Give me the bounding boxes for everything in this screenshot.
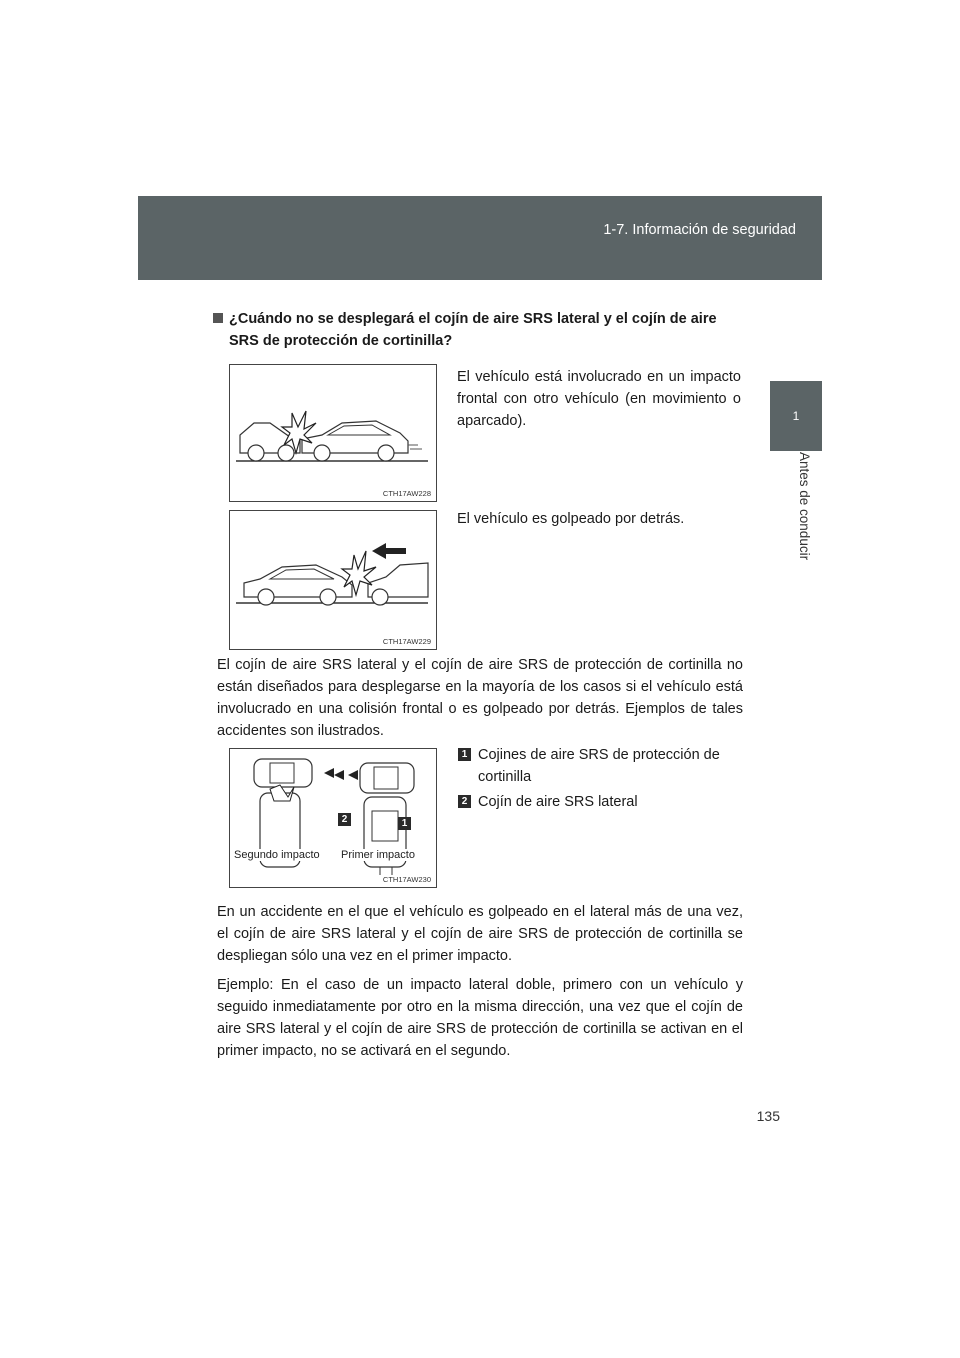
- paragraph-3: Ejemplo: En el caso de un impacto lateral doble, primero con un vehículo y seguido inmediatamente por otro en la misma dirección, una vez que el cojín de aire SRS lateral y el cojín de aire SRS de protección de cortinilla se activan en el primer impacto, no se activará en el segundo.: [217, 977, 743, 1059]
- square-bullet-icon: [213, 313, 223, 323]
- paragraph-1: El cojín de aire SRS lateral y el cojín de aire SRS de protección de cortinilla no están diseñados para desplegarse en la mayoría de los casos si el vehículo está involucrado en una colisión frontal o es golpeado por detrás. Ejemplos de tales accidentes son ilustrados.: [217, 657, 743, 739]
- section-header-bar: [138, 196, 822, 280]
- frontal-impact-illustration: [230, 365, 436, 501]
- rear-impact-illustration: [230, 511, 436, 649]
- figure-2-caption: El vehículo es golpeado por detrás.: [457, 511, 685, 527]
- second-impact-label: Segundo impacto: [234, 849, 320, 861]
- page-number: 135: [756, 1108, 780, 1124]
- section-heading-text: ¿Cuándo no se desplegará el cojín de aire SRS lateral y el cojín de aire SRS de protección de cortinilla?: [229, 311, 717, 349]
- callout-2-badge: 2: [338, 813, 351, 826]
- chapter-number: 1: [792, 409, 800, 423]
- figure-side-impact: [229, 748, 437, 888]
- figure-code: CTH17AW230: [382, 875, 431, 884]
- chapter-tab: [770, 381, 822, 451]
- callout-2-marker: 2: [458, 795, 471, 808]
- paragraph-2: En un accidente en el que el vehículo es golpeado en el lateral más de una vez, el cojín de aire SRS lateral y el cojín de aire SRS de protección de cortinilla se despliegan sólo una vez en el primer impacto.: [217, 904, 743, 964]
- section-title: 1-7. Información de seguridad: [603, 222, 796, 238]
- figure-rear-impact: [229, 510, 437, 650]
- callout-2-text: Cojín de aire SRS lateral: [478, 794, 638, 810]
- figure-code: CTH17AW228: [382, 489, 431, 498]
- figure-1-caption: El vehículo está involucrado en un impacto frontal con otro vehículo (en movimiento o aparcado).: [457, 369, 741, 429]
- chapter-title: Antes de conducir: [797, 452, 812, 561]
- figure-frontal-impact: [229, 364, 437, 502]
- first-impact-label: Primer impacto: [341, 849, 415, 861]
- section-heading: [213, 308, 745, 352]
- figure-code: CTH17AW229: [382, 637, 431, 646]
- callout-1-badge: 1: [398, 817, 411, 830]
- callout-1-text: Cojines de aire SRS de protección de cortinilla: [478, 747, 720, 785]
- callout-1-marker: 1: [458, 748, 471, 761]
